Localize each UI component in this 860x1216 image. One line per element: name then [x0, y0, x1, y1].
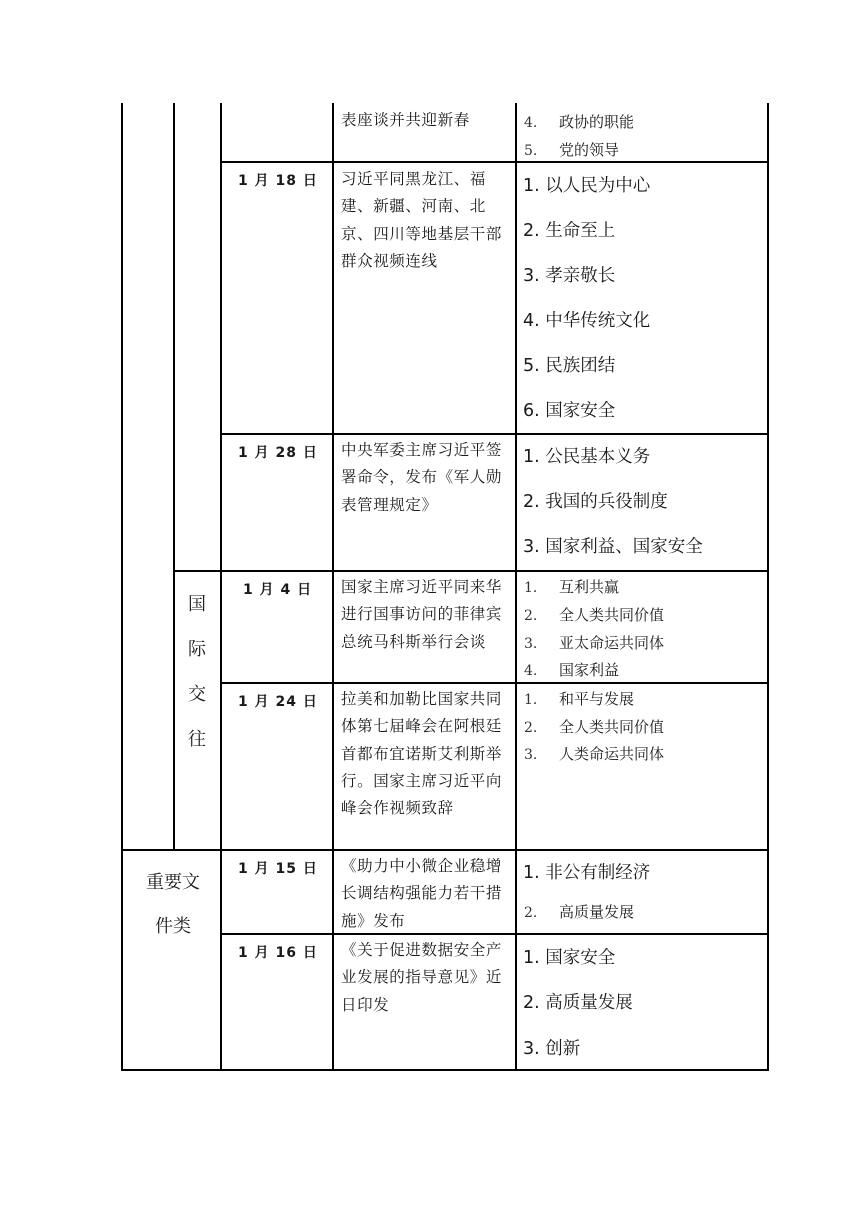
- event-text: 国家主席习近平同来华进行国事访问的菲律宾总统马科斯举行会谈: [341, 578, 503, 651]
- point-list-item: [524, 604, 664, 627]
- event-text: 拉美和加勒比国家共同体第七届峰会在阿根廷首都布宜诺斯艾利斯举行。国家主席习近平向峰会作视频致辞: [341, 690, 503, 818]
- row-divider: [121, 849, 769, 851]
- point-list-item: [524, 576, 619, 599]
- category-char: 交: [188, 684, 206, 705]
- point-number: 2.: [524, 608, 538, 624]
- date-cell: 1 月 16 日: [238, 945, 318, 961]
- row-divider: [220, 682, 769, 684]
- row-divider: [220, 433, 769, 435]
- point-text: 亚太命运共同体: [559, 634, 665, 652]
- point-item: 1. 国家安全: [523, 948, 616, 968]
- point-item: 3. 创新: [523, 1039, 581, 1059]
- date-cell: 1 月 24 日: [238, 694, 318, 710]
- point-text: 人类命运共同体: [559, 745, 665, 763]
- column-divider: [515, 103, 517, 1071]
- point-item: 2. 高质量发展: [523, 993, 633, 1013]
- point-text: 互利共赢: [559, 578, 620, 596]
- point-number: 1.: [524, 580, 538, 596]
- event-text: 表座谈并共迎新春: [341, 111, 470, 129]
- column-divider: [220, 103, 222, 1071]
- point-text: 高质量发展: [559, 903, 635, 921]
- category-char: 国: [188, 594, 206, 615]
- point-item: 5. 民族团结: [523, 356, 616, 376]
- event-text: 中央军委主席习近平签署命令，发布《军人勋表管理规定》: [341, 441, 503, 514]
- point-number: 5.: [524, 143, 538, 159]
- table-right-border: [767, 103, 769, 1071]
- point-item: 3. 国家利益、国家安全: [523, 537, 703, 557]
- point-list-item: [524, 688, 634, 711]
- point-number: 3.: [524, 747, 538, 763]
- category-international: [188, 582, 206, 762]
- point-list-item: [524, 632, 664, 655]
- point-list-item: [524, 716, 664, 739]
- event-text: 《关于促进数据安全产业发展的指导意见》近日印发: [341, 941, 503, 1014]
- point-text: 全人类共同价值: [559, 606, 665, 624]
- point-number: 2.: [524, 905, 538, 921]
- point-number: 1.: [524, 692, 538, 708]
- point-item: 2. 我国的兵役制度: [523, 492, 668, 512]
- point-item: 1. 非公有制经济: [523, 863, 651, 883]
- category-char: 往: [188, 729, 206, 750]
- point-list-item: [524, 139, 619, 162]
- event-text: 《助力中小微企业稳增长调结构强能力若干措施》发布: [341, 857, 503, 930]
- point-item: 6. 国家安全: [523, 401, 616, 421]
- table-bottom-border: [121, 1069, 769, 1071]
- point-item: 3. 孝亲敬长: [523, 266, 616, 286]
- point-list-item: [524, 901, 634, 924]
- category-char: 际: [188, 639, 206, 660]
- category-line: 件类: [155, 916, 191, 937]
- date-cell: 1 月 18 日: [238, 173, 318, 189]
- row-divider: [220, 161, 769, 163]
- point-item: 1. 以人民为中心: [523, 176, 651, 196]
- event-text: 习近平同黑龙江、福建、新疆、河南、北京、四川等地基层干部群众视频连线: [341, 170, 503, 270]
- table-left-border: [121, 103, 123, 1071]
- category-documents: [140, 861, 206, 949]
- point-list-item: [524, 111, 634, 134]
- point-text: 国家利益: [559, 661, 620, 679]
- point-text: 党的领导: [559, 141, 620, 159]
- point-number: 2.: [524, 720, 538, 736]
- point-list-item: [524, 743, 664, 766]
- row-divider: [173, 570, 769, 572]
- date-cell: 1 月 28 日: [238, 445, 318, 461]
- point-list-item: [524, 659, 619, 682]
- point-number: 3.: [524, 636, 538, 652]
- point-text: 政协的职能: [559, 113, 635, 131]
- point-text: 全人类共同价值: [559, 718, 665, 736]
- column-divider: [173, 103, 175, 849]
- point-item: 2. 生命至上: [523, 221, 616, 241]
- category-line: 重要文: [146, 872, 200, 893]
- point-number: 4.: [524, 115, 538, 131]
- point-number: 4.: [524, 663, 538, 679]
- point-text: 和平与发展: [559, 690, 635, 708]
- column-divider: [332, 103, 334, 1071]
- point-item: 4. 中华传统文化: [523, 311, 651, 331]
- date-cell: 1 月 4 日: [243, 582, 313, 598]
- date-cell: 1 月 15 日: [238, 861, 318, 877]
- point-item: 1. 公民基本义务: [523, 447, 651, 467]
